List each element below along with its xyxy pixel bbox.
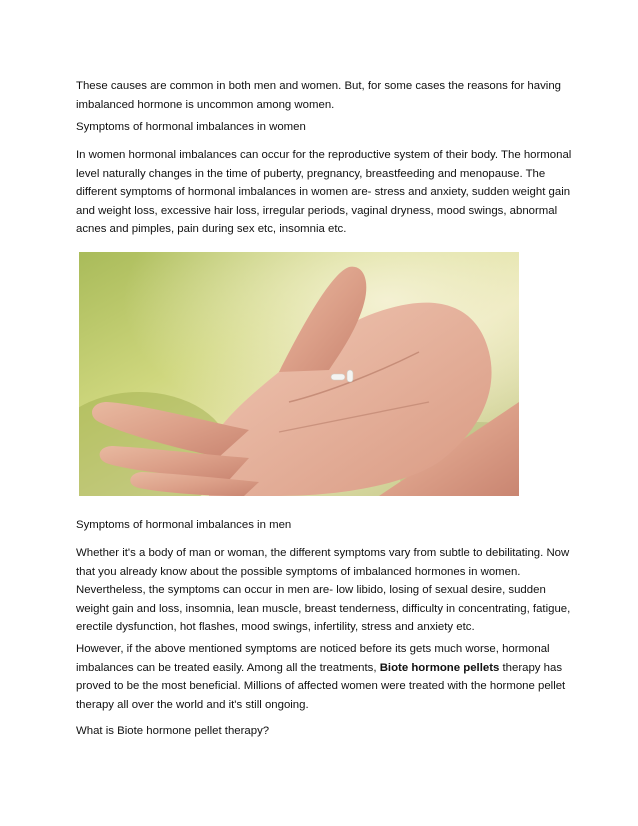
intro-paragraph: These causes are common in both men and women. But, for some cases the reasons for having imbalanced hormone is uncommon among women. bbox=[76, 80, 561, 111]
treatment-text-before: However, if the above mentioned symptoms are noticed before its gets much worse, hormonal imbalances can be treated easily. Among all the treatments, bbox=[76, 643, 550, 674]
question-heading: What is Biote hormone pellet therapy? bbox=[76, 725, 270, 737]
men-symptoms-paragraph: Whether it's a body of man or woman, the different symptoms vary from subtle to debilitating. Now that you already know about the possible symptoms of imbalanced hormones in women. Nevertheless, the symptoms can occur in men are- low libido, losing of sexual desire, sudden weight gain and loss, insomnia, lean muscle, breast tenderness, difficulty in concentrating, fatigue, erectile dysfunction, hot flashes, mood swings, infertility, stress and anxiety etc. bbox=[76, 547, 571, 634]
women-symptoms-paragraph: In women hormonal imbalances can occur for the reproductive system of their body. The hormonal level naturally changes in the time of puberty, pregnancy, breastfeeding and menopause. The different symptoms of hormonal imbalances in women are- stress and anxiety, sudden weight gain and weight loss, excessive hair loss, irregular periods, vaginal dryness, mood swings, abnormal acnes and pimples, pain during sex etc, insomnia etc. bbox=[76, 149, 572, 236]
women-symptoms-heading: Symptoms of hormonal imbalances in women bbox=[76, 121, 306, 133]
treatment-text-after: therapy has proved to be the most beneficial. Millions of affected women were treated with the hormone pellet therapy all over the world and it's still ongoing. bbox=[76, 661, 566, 711]
hand-with-pellets-image bbox=[79, 252, 519, 496]
men-symptoms-heading: Symptoms of hormonal imbalances in men bbox=[76, 519, 292, 531]
treatment-bold-phrase: Biote hormone pellets bbox=[379, 661, 500, 674]
treatment-paragraph bbox=[76, 640, 572, 714]
